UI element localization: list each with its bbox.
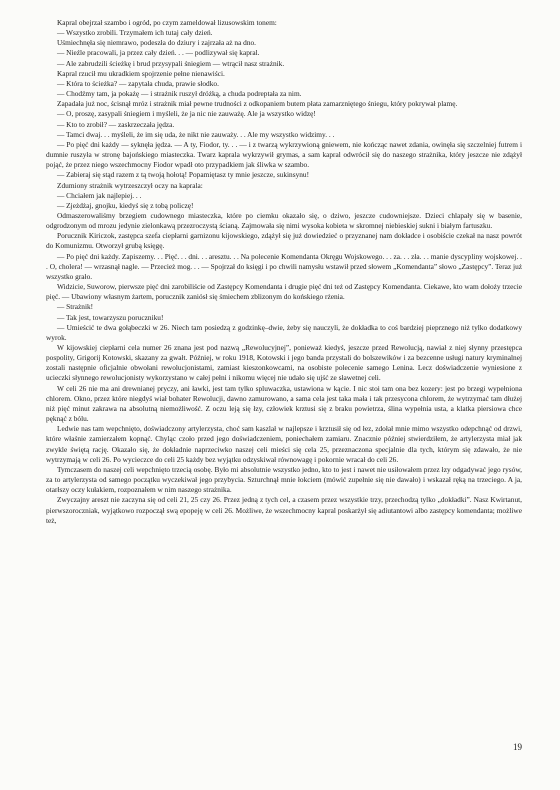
paragraph: Ledwie nas tam wepchnięto, doświadczony artylerzysta, choć sam kaszlał w najlepsze i krztusił się od łez, zdołał mnie mimo wszystko odepchnąć od drzwi, które właśnie zamierzałem kopnąć. Chyląc czoło przed jego doświadczeniem, poniechałem zamiaru. Znacznie później stwierdziłem, że artylerzysta miał jak zwykle świętą rację. Okazało się, że dokładnie naprzeciwko naszej celi mieści się cela 25, przeznaczona specjalnie dla tych, którym się zdawało, że nie wytrzymają w celi 26. Po wycieczce do celi 25 każdy bez wyjątku odzyskiwał równowagę i pokornie wracał do celi 26. <box>46 424 522 464</box>
paragraph: Tymczasem do naszej celi wepchnięto trzecią osobę. Było mi absolutnie wszystko jedno, kto to jest i nawet nie usiłowałem przez łzy odgadywać jego rysów, za to artylerzysta od samego początku wyczekiwał jego przybycia. Szturchnął mnie łokciem (mówić zupełnie się nie dawało) i wskazał ręką na trzeciego. A ja, otarłszy oczy kułakiem, rozpoznałem w nim naszego strażnika. <box>46 464 522 495</box>
paragraph: Kapral obejrzał szambo i ogród, po czym zameldował lizusowskim tonem: <box>57 18 277 27</box>
paragraph: — Która to ścieżka? — zapytała chuda, prawie słodko. <box>57 78 219 88</box>
paragraph: — Wszystko zrobili. Trzymałem ich tutaj cały dzień. <box>57 28 213 38</box>
page-body-text <box>46 18 522 526</box>
paragraph: Odmaszerowaliśmy brzegiem cudownego miasteczka, które po ciemku okazało się, o dziwo, jeszcze cudowniejsze. Dzieci chlapały się w basenie, odgrodzonym od mrozu jedynie zielonkawą przezroczystą ścianą. Zajmowała się nimi wysoka kobieta w skromnej niebieskiej sukni i białym fartuszku. <box>46 210 522 231</box>
paragraph: Zapadała już noc, ścisnął mróz i strażnik miał pewne trudności z odkopaniem butem płata zamarzniętego śniegu, który pokrywał plamę. <box>57 99 458 109</box>
paragraph: Zwyczajny areszt nie zaczyna się od celi 21, 25 czy 26. Przez jedną z tych cel, a czasem przez wszystkie trzy, przechodzą tylko „dokładki”. Nasz Kwirtanut, pierwszoroczniak, wyjątkowo rozpoczął swą epopeję w celi 26. Możliwe, że wszechmocny kapral poskarżył się adiutantowi albo zastępcy komendanta; możliwe też, <box>46 495 522 525</box>
paragraph: — Po pięć dni każdy. Zapiszemy. . . Pięć. . . dni. . . aresztu. . . Na polecenie Komendanta Okręgu Wojskowego. . . za. . . zła. . . manie dyscypliny wojskowej. . . O, cholera! — wrzasnął nagle. — Przecież mog. . . — Spojrzał do księgi i po chwili namysłu wstawił przed słowem „Komendanta” słowo „Zastępcy”. Teraz już wszystko grało. <box>46 251 522 281</box>
paragraph: Uśmiechnęła się niemrawo, podeszła do dziury i zajrzała aż na dno. <box>57 38 257 48</box>
paragraph: — Chciałem jak najlepiej. . . <box>57 190 142 200</box>
paragraph: Zdumiony strażnik wytrzeszczył oczy na kaprala: <box>57 180 203 190</box>
page-number: 19 <box>513 742 522 752</box>
paragraph: Kapral rzucił mu ukradkiem spojrzenie pełne nienawiści. <box>57 68 225 78</box>
paragraph: W kijowskiej ciepłarni cela numer 26 znana jest pod nazwą „Rewolucyjnej”, ponieważ kiedyś, jeszcze przed Rewolucją, nawiał z niej słynny przestępca pospolity, Grigorij Kotowski, skazany za gwałt. Później, w roku 1918, Kotowski i jego banda przystali do bolszewików i za bezcenne usługi natury kryminalnej zostali następnie oficjalnie obwołani rewolucjonistami, zamiast kieszonkowcami, na osobiste polecenie samego Lenina. Lecz doświadczenie wyniesione z ucieczki słynnego rewolucjonisty wykorzystano w całej pełni i nikomu więcej nie udało się ujść ze sławetnej celi. <box>46 343 522 383</box>
paragraph: — Tak jest, towarzyszu poruczniku! <box>57 312 164 322</box>
paragraph: Porucznik Kiriczok, zastępca szefa ciepłarni garnizonu kijowskiego, zdążył się już dowiedzieć o przyznanej nam dokładce i osobiście czekał na nasz powrót do Komunizmu. Otworzył grubą księgę. <box>46 231 522 251</box>
paragraph: — Nieźle pracowali, ja przez cały dzień. . . — podlizywał się kapral. <box>57 48 260 58</box>
paragraph: — Kto to zrobił? — zaskrzeczała jędza. <box>57 119 175 129</box>
paragraph: Widzicie, Suworow, pierwsze pięć dni zarobiliście od Zastępcy Komendanta i drugie pięć dni też od Zastępcy Komendanta. Ciekawe, kto wam dołoży trzecie pięć. — Ubawiony własnym żartem, porucznik zaniósł się śmiechem zblizonym do końskiego rżenia. <box>46 282 522 302</box>
paragraph: — Chodźmy tam, ja pokażę — i strażnik ruszył dróżką, a chuda podreptała za nim. <box>57 89 302 99</box>
paragraph: W celi 26 nie ma ani drewnianej pryczy, ani ławki, jest tam tylko spluwaczka, ustawiona w kącie. I nic stoi tam ona bez kozery: jest po brzegi wypełniona chlorem. Okno, przez które niegdyś wiał bohater Rewolucji, dawno zamurowano, a sama cela jest taka mała i tak przesycona chlorem, że wytrzymać tam dłużej niż pięć minut zakrawa na absolutną niemożliwość. Z oczu leją się łzy, człowiek krztusi się z braku powietrza, ślina wypełnia usta, a klatka piersiowa chce pęknąć z bólu. <box>46 383 522 424</box>
paragraph: — Po pięć dni każdy — syknęła jędza. — A ty, Fiodor, ty. . . — i z twarzą wykrzywioną gniewem, nie kończąc nawet zdania, owinęła się szczelniej futrem i dumnie ruszyła w stronę bajońskiego miasteczka. Twarz kaprala wykrzywił grymas, a sam kapral odwrócił się do naszego strażnika, który jeszcze nie zdążył pojąć, że przez niego wszechmocny Fiodor wpadł oto przypadkiem jak śliwka w szambo. <box>46 139 522 170</box>
paragraph: — Ale zabrudzili ścieżkę i brud przysypali śniegiem — wtrącił nasz strażnik. <box>57 58 285 68</box>
paragraph: — Zjeżdżaj, gnojku, kiedyś się z tobą policzę! <box>57 200 194 210</box>
paragraph: — Zabieraj się stąd razem z tą twoją hołotą! Popamiętasz ty mnie jeszcze, sukinsynu! <box>57 170 310 180</box>
paragraph: — Tamci dwaj. . . myśleli, że im się uda, że nikt nie zauważy. . . Ale my wszystko widzimy. . . <box>57 129 335 139</box>
paragraph: — Umieścić te dwa gołąbeczki w 26. Niech tam posiedzą z godzinkę–dwie, żeby się nauczyli, że dokładka to coś bardziej pieprznego niż tylko dodatkowy wyrok. <box>46 322 522 342</box>
paragraph: — Strażnik! <box>57 302 94 312</box>
paragraph: — O, proszę, zasypali śniegiem i myśleli, że ja nic nie zauważę. Ale ja wszystko widzę! <box>57 109 316 119</box>
